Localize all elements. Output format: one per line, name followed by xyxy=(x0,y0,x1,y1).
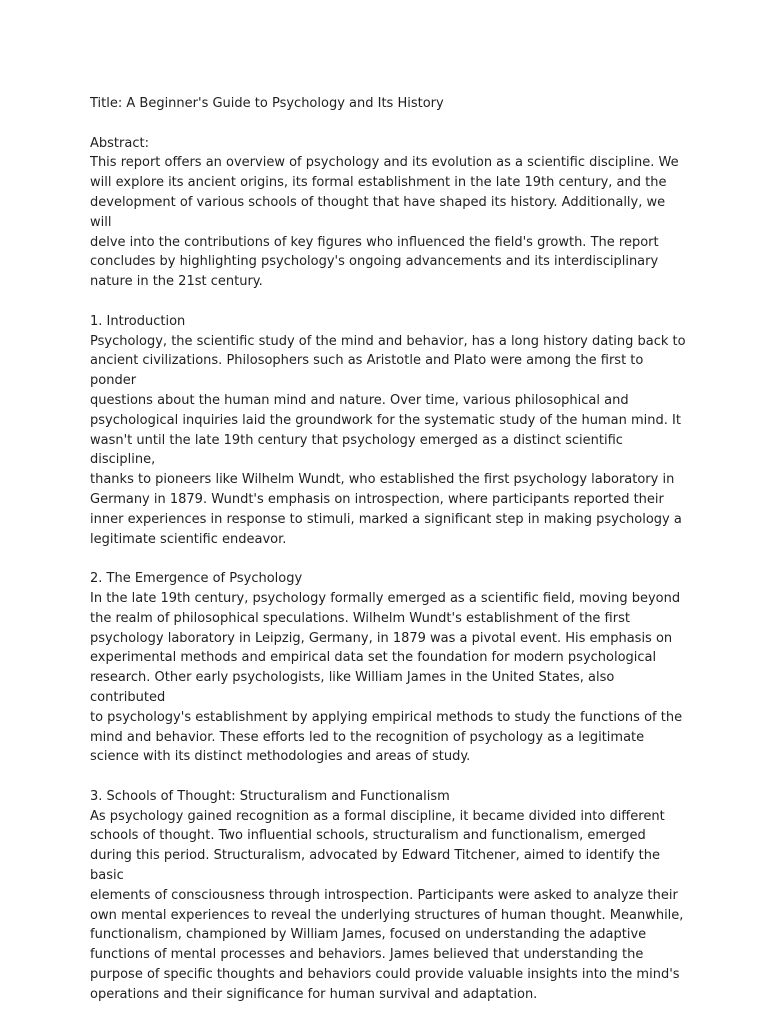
section-body-schools-of-thought: As psychology gained recognition as a formal discipline, it became divided into different schools of thought. Two influential schools, structuralism and functionalism, emerged during this period. Structuralism, advocated by Edward Titchener, aimed to identify the basic elements of consciousness through introspection. Participants were asked to analyze their own mental experiences to reveal the underlying structures of human thought. Meanwhile, functionalism, championed by William James, focused on understanding the adaptive functions of mental processes and behaviors. James believed that understanding the purpose of specific thoughts and behaviors could provide valuable insights into the mind's operations and their significance for human survival and adaptation. xyxy=(90,808,684,1002)
section-body-introduction: Psychology, the scientific study of the mind and behavior, has a long history dating back to ancient civilizations. Philosophers such as Aristotle and Plato were among the first to ponder questions about the human mind and nature. Over time, various philosophical and psychological inquiries laid the groundwork for the systematic study of the human mind. It wasn't until the late 19th century that psychology emerged as a distinct scientific discipline, thanks to pioneers like Wilhelm Wundt, who established the first psychology laboratory in Germany in 1879. Wundt's emphasis on introspection, where participants reported their inner experiences in response to stimuli, marked a significant step in making psychology a legitimate scientific endeavor. xyxy=(90,333,686,547)
document-page xyxy=(90,94,690,1005)
section-heading-schools-of-thought: 3. Schools of Thought: Structuralism and Functionalism xyxy=(90,788,450,804)
abstract-heading: Abstract: xyxy=(90,135,149,151)
spacer xyxy=(90,549,690,569)
spacer xyxy=(90,767,690,787)
section-heading-emergence: 2. The Emergence of Psychology xyxy=(90,571,303,587)
document-title: Title: A Beginner's Guide to Psychology and Its History xyxy=(90,96,444,111)
section-body-emergence: In the late 19th century, psychology formally emerged as a scientific field, moving beyond the realm of philosophical speculations. Wilhelm Wundt's establishment of the first psychology laboratory in Leipzig, Germany, in 1879 was a pivotal event. His emphasis on experimental methods and empirical data set the foundation for modern psychological research. Other early psychologists, like William James in the United States, also contributed to psychology's establishment by applying empirical methods to study the functions of the mind and behavior. These efforts led to the recognition of psychology as a legitimate science with its distinct methodologies and areas of study. xyxy=(90,590,683,765)
spacer xyxy=(90,114,690,134)
abstract-body: This report offers an overview of psychology and its evolution as a scientific discipline. We will explore its ancient origins, its formal establishment in the late 19th century, and the development of various schools of thought that have shaped its history. Additionally, we will delve into the contributions of key figures who influenced the field's growth. The report concludes by highlighting psychology's ongoing advancements and its interdisciplinary nature in the 21st century. xyxy=(90,155,679,290)
spacer xyxy=(90,292,690,312)
section-heading-introduction: 1. Introduction xyxy=(90,313,186,329)
